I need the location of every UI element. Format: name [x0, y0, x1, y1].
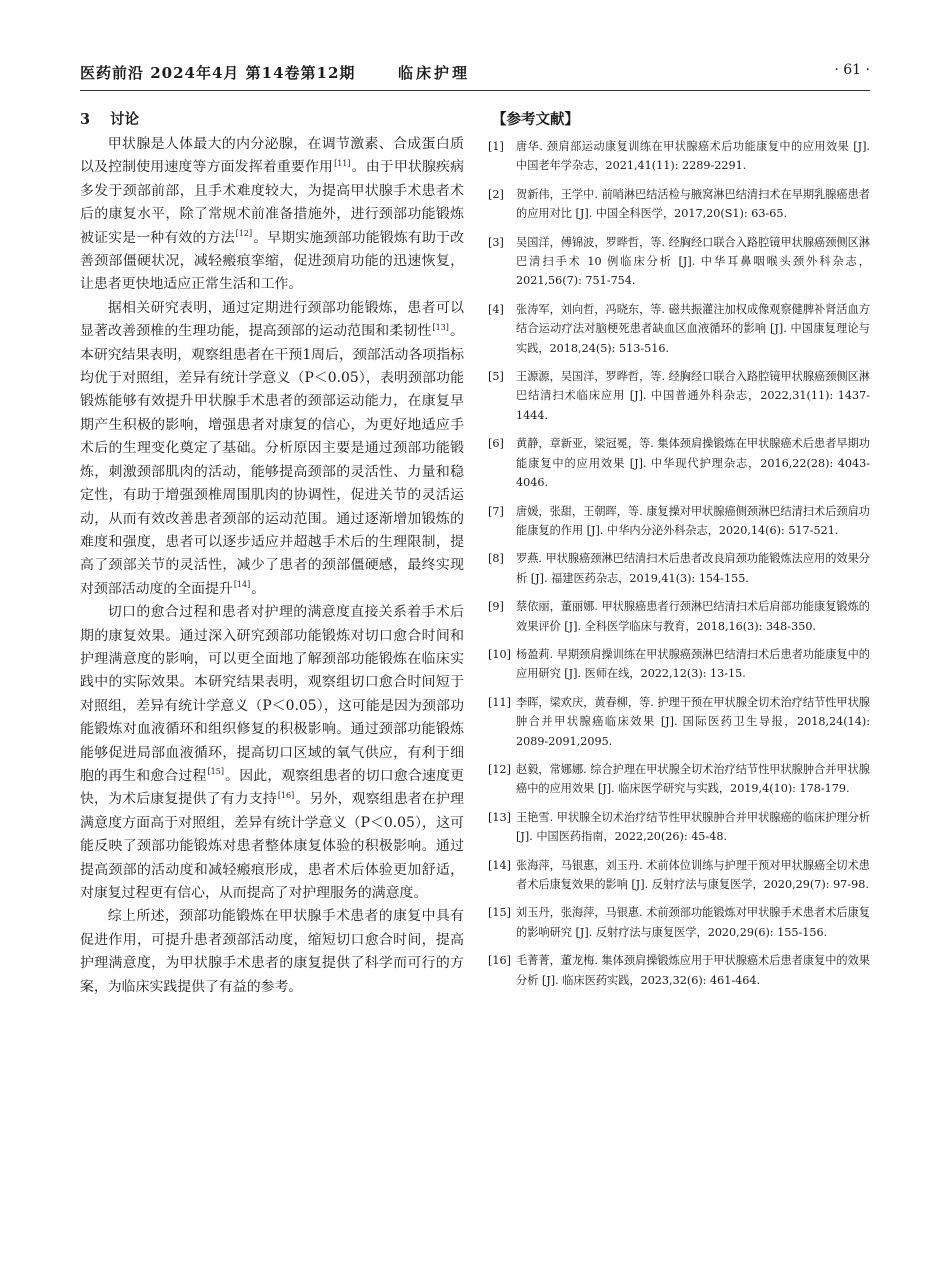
- reference-item: [488, 502, 870, 541]
- reference-number: [7]: [488, 504, 504, 518]
- reference-text: 张海萍，马银惠，刘玉丹. 术前体位训练与护理干预对甲状腺癌全切术患者术后康复效果的影响 [J]. 反射疗法与康复医学，2020,29(7): 97-98.: [516, 858, 870, 891]
- reference-item: [488, 951, 870, 990]
- paragraph-text: 综上所述，颈部功能锻炼在甲状腺手术患者的康复中具有促进作用，可提升患者颈部活动度，缩短切口愈合时间，提高护理满意度，为甲状腺手术患者的康复提供了科学而可行的方案，为临床实践提供了有益的参考。: [80, 908, 464, 995]
- page-header: [80, 62, 870, 88]
- reference-item: [488, 645, 870, 684]
- reference-number: [15]: [488, 906, 511, 920]
- paragraph-text: 。另外，观察组患者在护理满意度方面高于对照组，差异有统计学意义（P＜0.05），这可能反映了颈部功能锻炼对患者整体康复体验的积极影响。通过提高颈部的活动度和减轻瘢痕形成，患者术后体验更加舒适，对康复过程更有信心，从而提高了对护理服务的满意度。: [80, 791, 464, 901]
- reference-text: 罗燕. 甲状腺癌颈淋巴结清扫术后患者改良肩颈功能锻炼法应用的效果分析 [J]. 福建医药杂志，2019,41(3): 154-155.: [516, 552, 870, 585]
- discussion-body: [80, 133, 464, 999]
- references-heading: 【参考文献】: [492, 111, 579, 128]
- reference-text: 李晖，梁欢庆，黄春柳，等. 护理干预在甲状腺全切术治疗结节性甲状腺肿合并甲状腺癌临床效果 [J]. 国际医药卫生导报，2018,24(14): 2089-2091,2095.: [516, 695, 870, 748]
- citation-marker: [11]: [334, 158, 351, 168]
- citation-marker: [15]: [207, 767, 224, 777]
- section-heading: [80, 108, 464, 132]
- reference-item: [488, 434, 870, 492]
- reference-text: 贺新伟，王学中. 前哨淋巴结活检与腋窝淋巴结清扫术在早期乳腺癌患者的应用对比 [J]. 中国全科医学，2017,20(S1): 63-65.: [516, 187, 870, 221]
- discussion-paragraph: [80, 905, 464, 999]
- reference-text: 蔡依丽，董丽娜. 甲状腺癌患者行颈淋巴结清扫术后肩部功能康复锻炼的效果评价 [J]. 全科医学临床与教育，2018,16(3): 348-350.: [516, 600, 870, 633]
- reference-number: [16]: [488, 954, 511, 968]
- citation-marker: [12]: [235, 229, 253, 238]
- reference-text: 毛菁菁，董龙梅. 集体颈肩操锻炼应用于甲状腺癌术后患者康复中的效果分析 [J]. 临床医药实践，2023,32(6): 461-464.: [516, 954, 870, 987]
- reference-text: 赵毅，常娜娜. 综合护理在甲状腺全切术治疗结节性甲状腺肿合并甲状腺癌中的应用效果 [J]. 临床医学研究与实践，2019,4(10): 178-179.: [516, 762, 870, 796]
- reference-item: [488, 300, 870, 358]
- reference-number: [2]: [488, 187, 504, 201]
- discussion-column: [80, 108, 464, 999]
- citation-marker: [16]: [277, 790, 295, 800]
- reference-item: [488, 808, 870, 847]
- reference-text: 吴国洋，傅锦波，罗晔哲，等. 经胸经口联合入路腔镜甲状腺癌颈侧区淋巴清扫手术 10 例临床分析 [J]. 中华耳鼻咽喉头颈外科杂志，2021,56(7): 751-754.: [516, 235, 870, 288]
- reference-item: [488, 185, 870, 224]
- reference-number: [8]: [488, 552, 504, 566]
- header-rule: [80, 90, 870, 91]
- reference-text: 唐媛，张甜，王朝晖，等. 康复操对甲状腺癌侧颈淋巴结清扫术后颈肩功能康复的作用 [J]. 中华内分泌外科杂志，2020,14(6): 517-521.: [516, 504, 870, 537]
- reference-text: 唐华. 颈肩部运动康复训练在甲状腺癌术后功能康复中的应用效果 [J]. 中国老年学杂志，2021,41(11): 2289-2291.: [516, 140, 870, 173]
- paragraph-text: 。由于甲状腺疾病多发于颈部前部，且手术难度较大，为提高甲状腺手术患者术后的康复水平，除了常规术前准备措施外，进行颈部功能锻炼被证实是一种有效的方法: [80, 159, 464, 246]
- reference-text: 刘玉丹，张海萍，马银惠. 术前颈部功能锻炼对甲状腺手术患者术后康复的影响研究 [J]. 反射疗法与康复医学，2020,29(6): 155-156.: [516, 906, 870, 939]
- citation-marker: [13]: [432, 322, 449, 332]
- discussion-paragraph: [80, 297, 464, 601]
- reference-number: [5]: [488, 370, 504, 384]
- reference-text: 黄静，章新亚，梁冠冕，等. 集体颈肩操锻炼在甲状腺癌术后患者早期功能康复中的应用效果 [J]. 中华现代护理杂志，2016,22(28): 4043-4046.: [516, 437, 870, 490]
- reference-number: [13]: [488, 810, 511, 824]
- discussion-paragraph: [80, 133, 464, 297]
- reference-list: [488, 137, 870, 990]
- reference-item: [488, 137, 870, 176]
- reference-number: [10]: [488, 647, 511, 661]
- section-number: 3: [80, 111, 91, 128]
- reference-item: [488, 903, 870, 942]
- reference-item: [488, 549, 870, 588]
- paragraph-text: 据相关研究表明，通过定期进行颈部功能锻炼，患者可以显著改善颈椎的生理功能，提高颈部的运动范围和柔韧性: [80, 299, 464, 340]
- page-number: · 61 ·: [834, 62, 870, 78]
- discussion-paragraph: [80, 601, 464, 905]
- paragraph-text: 。因此，观察组患者的切口愈合速度更快，为术后康复提供了有力支持: [80, 767, 464, 808]
- reference-number: [11]: [488, 695, 511, 709]
- reference-number: [1]: [488, 140, 504, 153]
- citation-marker: [14]: [233, 580, 251, 590]
- reference-text: 王源源，吴国洋，罗晔哲，等. 经胸经口联合入路腔镜甲状腺癌颈侧区淋巴结清扫术临床应用 [J]. 中国普通外科杂志，2022,31(11): 1437-1444.: [516, 370, 870, 422]
- references-column: [488, 108, 870, 999]
- paragraph-text: 切口的愈合过程和患者对护理的满意度直接关系着手术后期的康复效果。通过深入研究颈部功能锻炼对切口愈合时间和护理满意度的影响，可以更全面地了解颈部功能锻炼在临床实践中的实际效果。本研究结果表明，观察组切口愈合时间短于对照组，差异有统计学意义（P＜0.05），这可能是因为颈部功能锻炼对血液循环和组织修复的积极影响。通过颈部功能锻炼能够促进局部血液循环，提高切口区域的氧气供应，有利于细胞的再生和愈合过程: [80, 604, 464, 784]
- reference-item: [488, 367, 870, 425]
- reference-number: [3]: [488, 235, 504, 249]
- reference-item: [488, 760, 870, 799]
- paragraph-text: 。本研究结果表明，观察组患者在干预1周后，颈部活动各项指标均优于对照组，差异有统计学意义（P＜0.05），表明颈部功能锻炼能够有效提升甲状腺手术患者的颈部运动能力，在康复早期产生积极的影响，增强患者对康复的信心，为更好地适应手术后的生理变化奠定了基础。分析原因主要是通过颈部功能锻炼，刺激颈部肌肉的活动，能够提高颈部的灵活性、力量和稳定性，有助于增强颈椎周围肌肉的协调性，促进关节的灵活运动，从而有效改善患者颈部的运动范围。通过逐渐增加锻炼的难度和强度，患者可以逐步适应并超越手术后的生理限制，提高了颈部关节的灵活性，减少了患者的颈部僵硬感，最终实现对颈部活动度的全面提升: [80, 323, 464, 597]
- paragraph-text: 。: [251, 580, 266, 597]
- reference-text: 王艳雪. 甲状腺全切术治疗结节性甲状腺肿合并甲状腺癌的临床护理分析 [J]. 中国医药指南，2022,20(26): 45-48.: [516, 810, 870, 844]
- paragraph-text: 甲状腺是人体最大的内分泌腺，在调节激素、合成蛋白质以及控制使用速度等方面发挥着重要作用: [80, 136, 464, 176]
- reference-text: 张涛军，刘向哲，冯晓东，等. 磁共振灌注加权成像观察健脾补肾活血方结合运动疗法对脑梗死患者缺血区血液循环的影响 [J]. 中国康复理论与实践，2018,24(5): 513-516.: [516, 302, 870, 355]
- reference-number: [4]: [488, 302, 504, 316]
- reference-item: [488, 597, 870, 636]
- paragraph-text: 。早期实施颈部功能锻炼有助于改善颈部僵硬状况，减轻瘢痕挛缩，促进颈肩功能的迅速恢复，让患者更快地适应正常生活和工作。: [80, 229, 464, 293]
- section-name: 临床护理: [398, 64, 471, 82]
- reference-item: [488, 693, 870, 751]
- reference-item: [488, 233, 870, 291]
- reference-number: [6]: [488, 437, 504, 451]
- reference-text: 杨盈莉. 早期颈肩操训练在甲状腺癌颈淋巴结清扫术后患者功能康复中的应用研究 [J]. 医师在线，2022,12(3): 13-15.: [516, 647, 870, 681]
- reference-item: [488, 856, 870, 895]
- reference-number: [9]: [488, 600, 504, 614]
- section-title: 讨论: [110, 111, 139, 128]
- journal-info: 医药前沿 2024年4月 第14卷第12期: [80, 64, 356, 82]
- reference-number: [14]: [488, 858, 511, 872]
- reference-number: [12]: [488, 762, 511, 776]
